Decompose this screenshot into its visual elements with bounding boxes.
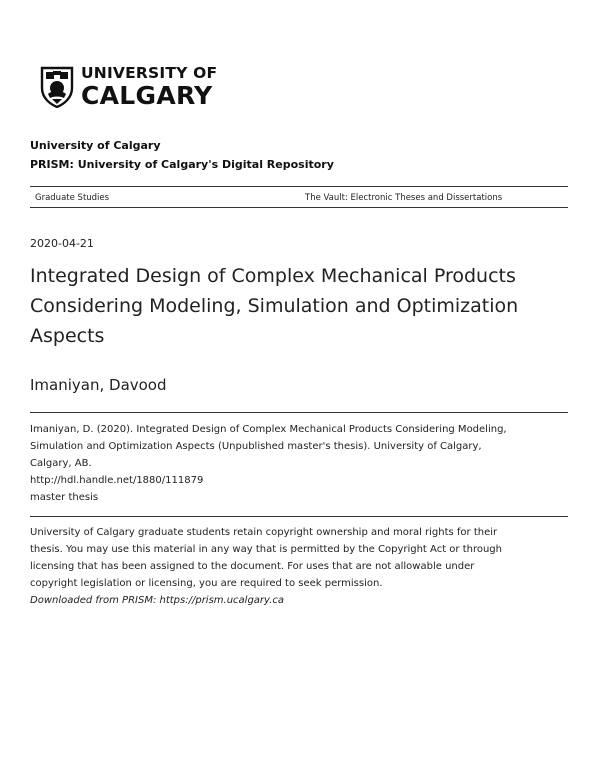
collection-left[interactable]: Graduate Studies bbox=[35, 193, 110, 203]
university-logo bbox=[40, 66, 217, 108]
record-date: 2020-04-21 bbox=[30, 237, 94, 250]
divider bbox=[30, 516, 568, 517]
downloaded-from-link[interactable]: Downloaded from PRISM: https://prism.ucalgary.ca bbox=[30, 595, 284, 606]
record-title: Integrated Design of Complex Mechanical Products Considering Modeling, Simulation and Optimization Aspects bbox=[30, 265, 519, 347]
logo-text-university-of: UNIVERSITY OF bbox=[81, 64, 218, 83]
citation-line: Calgary, AB. bbox=[30, 458, 92, 469]
document-type: master thesis bbox=[30, 492, 99, 503]
record-author: Imaniyan, Davood bbox=[30, 376, 167, 394]
rights-line: copyright legislation or licensing, you are required to seek permission. bbox=[30, 578, 383, 589]
repository-name: PRISM: University of Calgary's Digital Repository bbox=[30, 158, 334, 171]
handle-link[interactable]: http://hdl.handle.net/1880/111879 bbox=[30, 475, 204, 486]
university-crest-icon bbox=[40, 66, 74, 108]
divider bbox=[30, 412, 568, 413]
rights-statement bbox=[30, 524, 560, 609]
citation-block bbox=[30, 421, 560, 506]
institution-name: University of Calgary bbox=[30, 139, 161, 152]
rights-line: licensing that has been assigned to the document. For uses that are not allowable under bbox=[30, 561, 475, 572]
collection-right[interactable]: The Vault: Electronic Theses and Dissertations bbox=[305, 193, 503, 203]
rights-line: thesis. You may use this material in any way that is permitted by the Copyright Act or through bbox=[30, 544, 502, 555]
divider bbox=[30, 186, 568, 187]
rights-line: University of Calgary graduate students retain copyright ownership and moral rights for their bbox=[30, 527, 498, 538]
citation-line: Simulation and Optimization Aspects (Unpublished master's thesis). University of Calgary, bbox=[30, 441, 482, 452]
divider bbox=[30, 207, 568, 208]
logo-text-calgary: CALGARY bbox=[81, 80, 213, 110]
citation-line: Imaniyan, D. (2020). Integrated Design of Complex Mechanical Products Considering Modeling, bbox=[30, 424, 507, 435]
